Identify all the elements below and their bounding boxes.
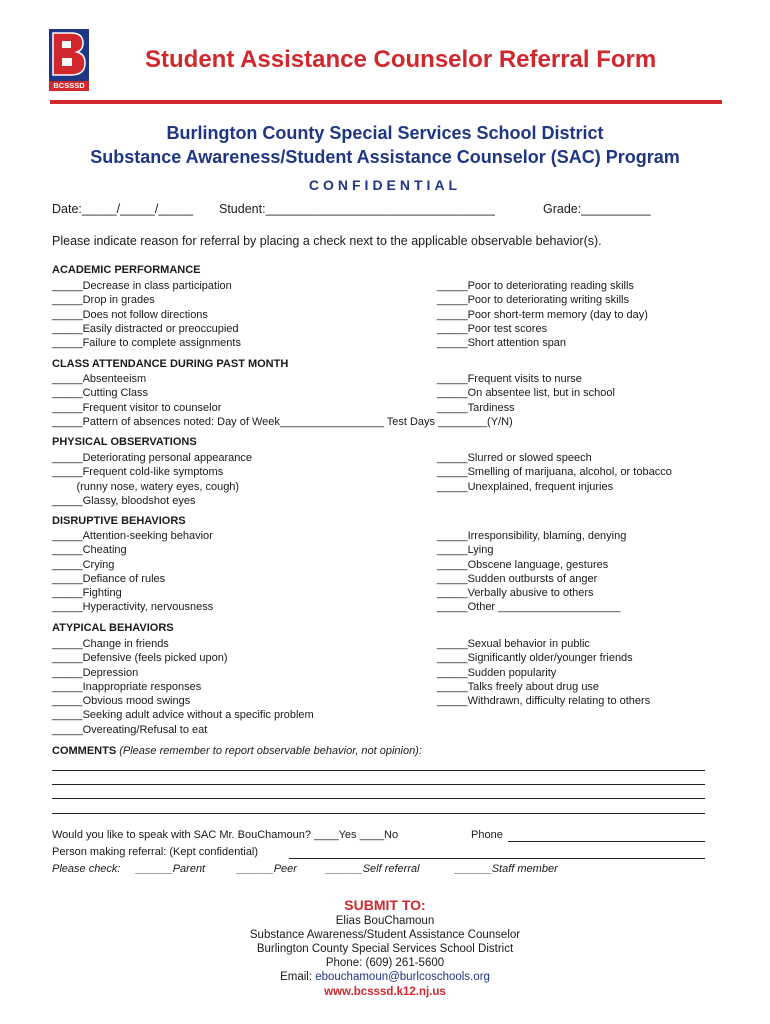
option-parent[interactable]: ______Parent <box>136 863 206 875</box>
checklist-item[interactable]: _____Sexual behavior in public <box>437 638 590 650</box>
academic-left-list <box>52 279 241 350</box>
speak-question[interactable]: Would you like to speak with SAC Mr. BouChamoun? ____Yes ____No <box>52 829 399 841</box>
checklist-item[interactable]: _____Sudden outbursts of anger <box>437 572 598 585</box>
checklist-item[interactable]: _____Obvious mood swings <box>52 695 191 708</box>
student-field[interactable]: Student:_________________________________ <box>219 202 495 216</box>
checklist-item[interactable]: _____Significantly older/younger friends <box>437 652 633 665</box>
section-physical-title: PHYSICAL OBSERVATIONS <box>52 436 197 448</box>
checklist-item[interactable]: _____Poor to deteriorating reading skills <box>437 280 634 292</box>
checklist-item[interactable]: _____Short attention span <box>437 337 567 350</box>
disruptive-left-list <box>52 529 213 615</box>
section-atypical-title: ATYPICAL BEHAVIORS <box>52 622 174 634</box>
email-link[interactable]: ebouchamoun@burlcoschools.org <box>315 971 490 983</box>
logo-text: BCSSSD <box>53 81 85 90</box>
phone-label: Phone <box>471 829 503 841</box>
bcsssd-logo <box>48 28 90 92</box>
program-name: Substance Awareness/Student Assistance Counselor (SAC) Program <box>90 147 680 167</box>
comment-line[interactable] <box>52 770 705 771</box>
checklist-item[interactable]: _____Obscene language, gestures <box>437 558 609 571</box>
date-field[interactable]: Date:_____/_____/_____ <box>52 202 194 216</box>
checklist-item[interactable]: _____Cutting Class <box>52 387 149 400</box>
atypical-left-list <box>52 637 314 737</box>
referral-type-label: Please check: <box>52 863 121 875</box>
checklist-item[interactable]: _____Fighting <box>52 587 122 600</box>
section-academic-title: ACADEMIC PERFORMANCE <box>52 264 201 276</box>
checklist-item[interactable]: _____Lying <box>437 544 494 557</box>
checklist-item[interactable]: _____Failure to complete assignments <box>52 337 241 350</box>
comment-line[interactable] <box>52 798 705 799</box>
contact-org: Burlington County Special Services School District <box>256 943 514 955</box>
checklist-item[interactable]: _____Sudden popularity <box>437 666 557 679</box>
checklist-item[interactable]: _____On absentee list, but in school <box>437 387 615 400</box>
academic-right-list <box>437 279 648 350</box>
checklist-item[interactable]: _____Hyperactivity, nervousness <box>52 601 214 614</box>
checklist-item[interactable]: _____Poor test scores <box>437 322 548 335</box>
checklist-item-note: (runny nose, watery eyes, cough) <box>52 480 240 493</box>
checklist-item[interactable]: _____Poor short-term memory (day to day) <box>437 308 648 321</box>
referrer-field[interactable] <box>289 858 705 859</box>
checklist-item[interactable]: _____Slurred or slowed speech <box>437 452 592 464</box>
checklist-item[interactable]: _____Tardiness <box>437 401 515 414</box>
comment-line[interactable] <box>52 813 705 814</box>
checklist-item[interactable]: _____Irresponsibility, blaming, denying <box>437 530 627 542</box>
checklist-item[interactable]: _____Does not follow directions <box>52 308 208 321</box>
submit-heading: SUBMIT TO: <box>344 897 426 913</box>
confidential-label: CONFIDENTIAL <box>308 177 462 193</box>
checklist-item[interactable]: _____Drop in grades <box>52 294 155 307</box>
contact-name: Elias BouChamoun <box>335 915 435 927</box>
atypical-right-list <box>437 637 650 708</box>
checklist-item[interactable]: _____Other ____________________ <box>437 601 621 614</box>
checklist-item[interactable]: _____Frequent visitor to counselor <box>52 401 222 414</box>
checklist-item[interactable]: _____Withdrawn, difficulty relating to others <box>437 695 651 708</box>
contact-email-row <box>0 971 770 983</box>
checklist-item[interactable]: _____Poor to deteriorating writing skills <box>437 294 629 307</box>
grade-field[interactable]: Grade:__________ <box>543 202 651 216</box>
option-peer[interactable]: ______Peer <box>237 863 297 875</box>
checklist-item[interactable]: _____Unexplained, frequent injuries <box>437 480 614 493</box>
checklist-item[interactable]: _____Change in friends <box>52 638 169 650</box>
comments-note: (Please remember to report observable behavior, not opinion): <box>119 745 422 757</box>
checklist-item[interactable]: _____Crying <box>52 558 115 571</box>
title-divider <box>50 100 722 104</box>
checklist-item[interactable]: _____Glassy, bloodshot eyes <box>52 494 196 507</box>
physical-left-list <box>52 451 252 508</box>
option-staff-member[interactable]: ______Staff member <box>455 863 558 875</box>
instructions: Please indicate reason for referral by placing a check next to the applicable observable behavior(s). <box>52 234 602 248</box>
checklist-item[interactable]: _____Absenteeism <box>52 373 147 385</box>
checklist-item[interactable]: _____Defiance of rules <box>52 572 166 585</box>
checklist-item[interactable]: _____Decrease in class participation <box>52 280 232 292</box>
checklist-item[interactable]: _____Deteriorating personal appearance <box>52 452 252 464</box>
checklist-item[interactable]: _____Easily distracted or preoccupied <box>52 322 239 335</box>
page-title: Student Assistance Counselor Referral Form <box>145 46 657 73</box>
checklist-item[interactable]: _____Frequent cold-like symptoms <box>52 466 224 479</box>
checklist-item[interactable]: _____Attention-seeking behavior <box>52 530 213 542</box>
disruptive-right-list <box>437 529 626 615</box>
checklist-item[interactable]: _____Talks freely about drug use <box>437 680 600 693</box>
phone-field[interactable] <box>508 841 705 842</box>
contact-role: Substance Awareness/Student Assistance Counselor <box>249 929 521 941</box>
referrer-label: Person making referral: (Kept confidential) <box>52 846 259 858</box>
checklist-item[interactable]: _____Overeating/Refusal to eat <box>52 723 208 736</box>
checklist-item[interactable]: _____Depression <box>52 666 139 679</box>
website-link[interactable]: www.bcsssd.k12.nj.us <box>324 986 446 998</box>
checklist-item[interactable]: _____Frequent visits to nurse <box>437 373 582 385</box>
comment-line[interactable] <box>52 784 705 785</box>
checklist-item[interactable]: _____Pattern of absences noted: Day of Week_________________ Test Days ________(Y/N) <box>52 415 513 428</box>
checklist-item[interactable]: _____Verbally abusive to others <box>437 587 594 600</box>
section-disruptive-title: DISRUPTIVE BEHAVIORS <box>52 515 186 527</box>
checklist-item[interactable]: _____Cheating <box>52 544 127 557</box>
contact-phone: Phone: (609) 261-5600 <box>325 957 445 969</box>
comments-heading <box>52 744 422 758</box>
comments-label: COMMENTS <box>52 745 117 757</box>
option-self-referral[interactable]: ______Self referral <box>326 863 420 875</box>
district-name: Burlington County Special Services School District <box>166 123 604 143</box>
physical-right-list <box>437 451 672 494</box>
checklist-item[interactable]: _____Defensive (feels picked upon) <box>52 652 228 665</box>
section-attendance-title: CLASS ATTENDANCE DURING PAST MONTH <box>52 358 289 370</box>
checklist-item[interactable]: _____Inappropriate responses <box>52 680 202 693</box>
checklist-item[interactable]: _____Seeking adult advice without a specific problem <box>52 709 314 722</box>
checklist-item[interactable]: _____Smelling of marijuana, alcohol, or tobacco <box>437 466 672 479</box>
attendance-right-list <box>437 372 615 415</box>
email-label: Email: <box>280 971 313 983</box>
